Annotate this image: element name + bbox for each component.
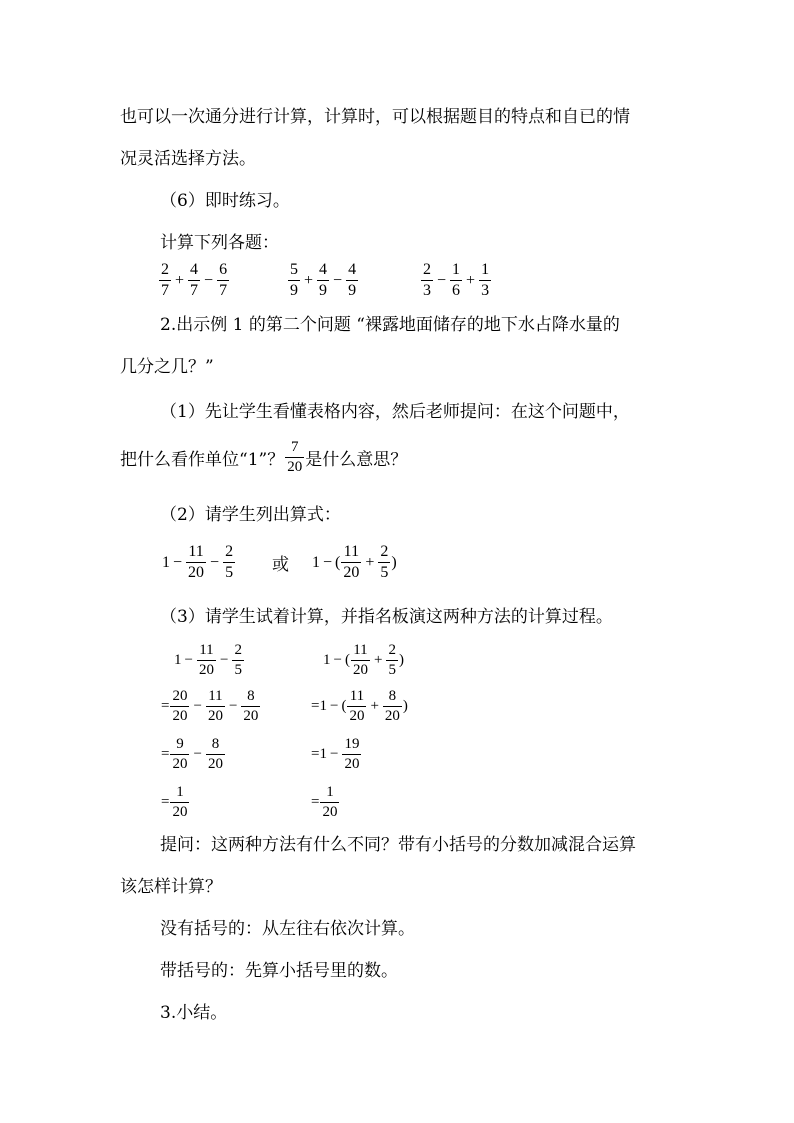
math-symbol: 1: [319, 698, 327, 714]
fraction: [450, 262, 462, 299]
fraction: [320, 785, 339, 820]
fraction-numerator: 11: [343, 543, 360, 560]
fraction-numerator: 9: [176, 736, 184, 752]
fraction: [421, 262, 433, 299]
fraction: [342, 737, 361, 772]
fraction: [217, 262, 229, 299]
fraction-numerator: 11: [208, 688, 223, 704]
paragraph-text: 计算下列各题：: [160, 233, 279, 253]
fraction-denominator: 5: [388, 662, 396, 678]
fraction-numerator: 1: [481, 261, 490, 278]
fraction-numerator: 1: [326, 784, 334, 800]
math-symbol: =: [311, 698, 320, 714]
fraction: [206, 737, 225, 772]
exercise-expression-1: [158, 262, 230, 299]
fraction-numerator: 4: [319, 261, 328, 278]
math-symbol: −: [193, 698, 202, 714]
paragraph-text: （1）先让学生看懂表格内容，然后老师提问：在这个问题中，: [160, 402, 630, 422]
fraction-numerator: 11: [353, 642, 368, 658]
formula-method-1: [162, 544, 236, 581]
fraction-denominator: 20: [349, 708, 365, 724]
paragraph-text: （2）请学生列出算式：: [160, 505, 341, 525]
fraction-numerator: 2: [388, 642, 396, 658]
fraction-numerator: 7: [290, 439, 299, 455]
fraction-numerator: 8: [247, 688, 255, 704]
fraction-denominator: 20: [207, 756, 223, 772]
math-symbol: +: [370, 698, 379, 714]
fraction: [317, 262, 329, 299]
fraction-denominator: 20: [172, 804, 188, 820]
math-symbol: (: [344, 652, 350, 668]
section-heading: （6）即时练习。: [160, 191, 290, 211]
formula-method-2: [312, 544, 397, 581]
math-symbol: −: [323, 553, 333, 571]
math-symbol: +: [304, 271, 314, 289]
calc-right-step-2: [311, 689, 408, 724]
fraction-denominator: 5: [225, 564, 234, 581]
fraction-numerator: 2: [225, 543, 234, 560]
fraction: [288, 262, 300, 299]
math-symbol: −: [333, 271, 343, 289]
math-symbol: 1: [312, 553, 320, 571]
math-symbol: 1: [319, 746, 327, 762]
calc-left-result: [161, 785, 190, 820]
paragraph-text: （3）请学生试着计算，并指名板演这两种方法的计算过程。: [160, 607, 613, 627]
paragraph-text: 提问：这两种方法有什么不同？带有小括号的分数加减混合运算: [160, 835, 636, 855]
fraction: [347, 689, 366, 724]
paragraph-text: 几分之几？”: [120, 357, 214, 377]
fraction-denominator: 20: [188, 564, 205, 581]
fraction: [383, 689, 402, 724]
calc-right-result: [311, 785, 340, 820]
math-symbol: −: [329, 746, 339, 762]
fraction-denominator: 20: [344, 756, 360, 772]
fraction-numerator: 2: [380, 543, 389, 560]
fraction: [285, 440, 304, 475]
math-symbol: −: [329, 698, 339, 714]
math-symbol: −: [193, 746, 202, 762]
fraction-numerator: 4: [190, 261, 199, 278]
fraction: [479, 262, 491, 299]
fraction: [197, 643, 216, 678]
fraction-denominator: 9: [319, 282, 328, 299]
math-symbol: −: [333, 652, 342, 668]
math-symbol: =: [311, 746, 320, 762]
fraction-denominator: 3: [423, 282, 431, 299]
fraction: [170, 689, 189, 724]
calc-right-step-3: [311, 737, 362, 772]
math-symbol: =: [161, 698, 170, 714]
fraction: [170, 785, 189, 820]
math-symbol: 1: [174, 652, 182, 668]
calc-left-step-3: [161, 737, 226, 772]
or-word: 或: [272, 555, 289, 575]
fraction-denominator: 20: [172, 756, 188, 772]
fraction-denominator: 9: [348, 282, 357, 299]
fraction-denominator: 20: [287, 459, 303, 475]
fraction-numerator: 1: [176, 784, 184, 800]
fraction: [206, 689, 225, 724]
fraction-denominator: 3: [481, 282, 490, 299]
math-symbol: −: [210, 553, 220, 571]
fraction-denominator: 6: [452, 282, 461, 299]
fraction: [241, 689, 260, 724]
fraction-denominator: 9: [290, 282, 298, 299]
fraction-numerator: 2: [161, 261, 169, 278]
fraction-denominator: 20: [243, 708, 259, 724]
math-symbol: +: [175, 271, 185, 289]
fraction-numerator: 8: [388, 688, 397, 704]
fraction-numerator: 4: [348, 261, 357, 278]
math-symbol: 把什么看作单位“1”？: [120, 450, 285, 470]
fraction-denominator: 20: [322, 804, 338, 820]
calc-right-step-1: [323, 643, 404, 678]
math-symbol: −: [228, 698, 238, 714]
math-symbol: (: [335, 553, 341, 571]
calc-left-step-1: [174, 643, 245, 678]
paragraph-text: 没有括号的：从左往右依次计算。: [160, 919, 415, 939]
math-symbol: 是什么意思？: [305, 450, 408, 470]
fraction-numerator: 2: [423, 261, 431, 278]
fraction-denominator: 20: [352, 662, 368, 678]
exercise-expression-2: [287, 262, 359, 299]
math-symbol: ): [398, 652, 404, 668]
math-symbol: =: [311, 794, 320, 810]
math-symbol: −: [219, 652, 229, 668]
fraction-denominator: 20: [172, 708, 188, 724]
math-symbol: +: [466, 271, 476, 289]
math-symbol: =: [161, 794, 170, 810]
fraction-numerator: 20: [172, 688, 188, 704]
paragraph-text: 该怎样计算？: [120, 877, 222, 897]
fraction-numerator: 11: [199, 642, 214, 658]
paragraph-text: 2.出示例 1 的第二个问题 “裸露地面储存的地下水占降水量的: [160, 315, 620, 335]
fraction-denominator: 20: [207, 708, 223, 724]
math-symbol: +: [365, 553, 375, 571]
math-symbol: −: [437, 271, 447, 289]
math-symbol: ): [391, 553, 397, 571]
math-symbol: ): [402, 698, 408, 714]
question-line: [120, 440, 407, 475]
fraction: [232, 643, 244, 678]
fraction-numerator: 1: [452, 261, 461, 278]
math-symbol: 1: [162, 553, 170, 571]
fraction-denominator: 7: [219, 282, 228, 299]
math-symbol: +: [373, 652, 383, 668]
paragraph-text: 况灵活选择方法。: [120, 149, 256, 169]
fraction-denominator: 7: [190, 282, 199, 299]
paragraph-text: 带括号的：先算小括号里的数。: [160, 961, 398, 981]
fraction: [346, 262, 358, 299]
section-heading: 3.小结。: [160, 1003, 228, 1023]
fraction-numerator: 6: [219, 261, 228, 278]
calc-left-step-2: [161, 689, 261, 724]
math-symbol: 1: [323, 652, 331, 668]
fraction: [378, 544, 390, 581]
fraction: [170, 737, 189, 772]
math-symbol: −: [173, 553, 183, 571]
fraction-denominator: 20: [343, 564, 360, 581]
math-symbol: −: [184, 652, 193, 668]
exercise-expression-3: [420, 262, 492, 299]
fraction: [188, 262, 200, 299]
fraction-denominator: 5: [380, 564, 389, 581]
fraction: [351, 643, 370, 678]
fraction-numerator: 2: [234, 642, 242, 658]
paragraph-text: 也可以一次通分进行计算，计算时，可以根据题目的特点和自已的情: [120, 107, 630, 127]
math-symbol: (: [341, 698, 347, 714]
fraction-denominator: 7: [161, 282, 169, 299]
fraction: [341, 544, 361, 581]
math-symbol: =: [161, 746, 170, 762]
fraction-numerator: 11: [349, 688, 365, 704]
fraction: [223, 544, 235, 581]
math-symbol: −: [204, 271, 214, 289]
fraction-numerator: 11: [188, 543, 204, 560]
fraction-numerator: 19: [344, 736, 360, 752]
fraction: [386, 643, 398, 678]
fraction-numerator: 5: [290, 261, 298, 278]
fraction-denominator: 20: [384, 708, 400, 724]
fraction-numerator: 8: [211, 736, 220, 752]
fraction-denominator: 20: [198, 662, 214, 678]
fraction: [159, 262, 171, 299]
fraction-denominator: 5: [234, 662, 242, 678]
fraction: [186, 544, 206, 581]
